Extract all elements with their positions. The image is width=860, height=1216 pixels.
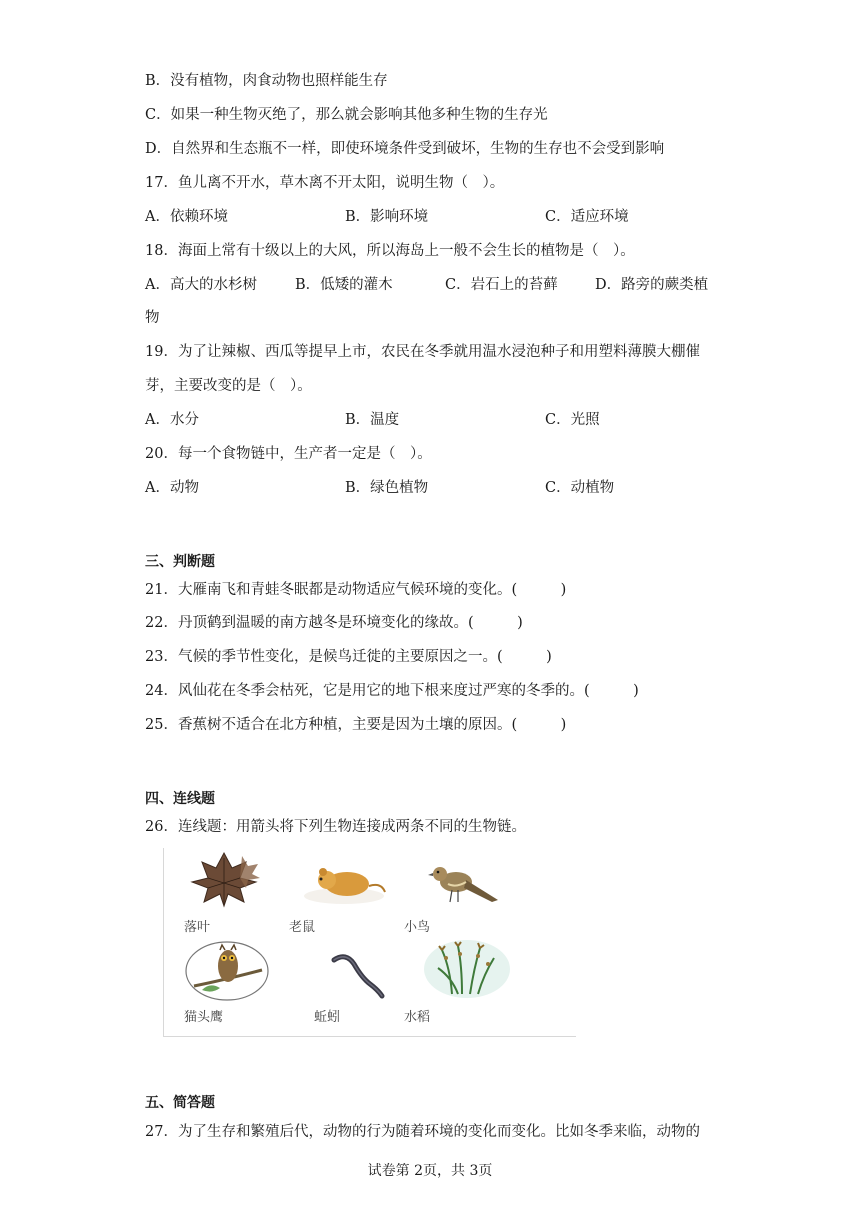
q19-option-b: B．温度 [345,412,400,428]
earthworm-image[interactable] [324,948,394,1007]
q19-option-a: A．水分 [145,412,199,428]
q26-stem: 26．连线题：用箭头将下列生物连接成两条不同的生物链。 [145,819,526,835]
section-title-true-false: 三、判断题 [145,554,215,570]
label-fallen-leaves: 落叶 [184,920,211,935]
fallen-leaves-image[interactable] [184,848,264,912]
q16-option-c: C．如果一种生物灭绝了，那么就会影响其他多种生物的生存光 [145,107,548,123]
rice-plant-image[interactable] [422,938,512,1004]
section-title-short-answer: 五、简答题 [145,1095,215,1111]
q23: 23．气候的季节性变化，是候鸟迁徙的主要原因之一。( ) [145,649,552,665]
q22: 22．丹顶鹤到温暖的南方越冬是环境变化的缘故。( ) [145,615,523,631]
q20-stem: 20．每一个食物链中，生产者一定是（ ）。 [145,446,432,462]
label-bird: 小鸟 [404,920,431,935]
q25: 25．香蕉树不适合在北方种植，主要是因为土壤的原因。( ) [145,717,567,733]
food-chain-figure [163,848,576,1037]
q27-stem: 27．为了生存和繁殖后代，动物的行为随着环境的变化而变化。比如冬季来临，动物的 [145,1124,700,1140]
q17-option-b: B．影响环境 [345,209,429,225]
label-earthworm: 蚯蚓 [314,1010,341,1025]
q18-option-d-continued: 物 [145,310,160,326]
label-owl: 猫头鹰 [184,1010,224,1025]
q20-option-c: C．动植物 [545,480,615,496]
page-footer: 试卷第 2页，共 3页 [367,1163,493,1179]
q19-option-c: C．光照 [545,412,600,428]
q18-option-c: C．岩石上的苔藓 [445,277,558,293]
owl-image[interactable] [184,940,270,1006]
q18-option-d: D．路旁的蕨类植 [595,277,709,293]
q20-option-a: A．动物 [145,480,199,496]
q19-stem-line2: 芽，主要改变的是（ ）。 [145,378,312,394]
label-rice: 水稻 [404,1010,431,1025]
q19-stem-line1: 19．为了让辣椒、西瓜等提早上市，农民在冬季就用温水浸泡种子和用塑料薄膜大棚催 [145,344,700,360]
q18-stem: 18．海面上常有十级以上的大风，所以海岛上一般不会生长的植物是（ ）。 [145,243,635,259]
q17-option-a: A．依赖环境 [145,209,228,225]
q24: 24．风仙花在冬季会枯死，它是用它的地下根来度过严寒的冬季的。( ) [145,683,639,699]
mouse-image[interactable] [299,856,389,910]
q16-option-b: B．没有植物，肉食动物也照样能生存 [145,73,388,89]
q21: 21．大雁南飞和青蛙冬眠都是动物适应气候环境的变化。( ) [145,582,567,598]
label-mouse: 老鼠 [289,920,316,935]
q18-option-a: A．高大的水杉树 [145,277,257,293]
q16-option-d: D．自然界和生态瓶不一样，即使环境条件受到破坏，生物的生存也不会受到影响 [145,141,665,157]
q17-option-c: C．适应环境 [545,209,629,225]
bird-image[interactable] [426,858,506,912]
q20-option-b: B．绿色植物 [345,480,429,496]
q17-stem: 17．鱼儿离不开水，草木离不开太阳，说明生物（ ）。 [145,175,505,191]
q18-option-b: B．低矮的灌木 [295,277,393,293]
section-title-matching: 四、连线题 [145,791,215,807]
